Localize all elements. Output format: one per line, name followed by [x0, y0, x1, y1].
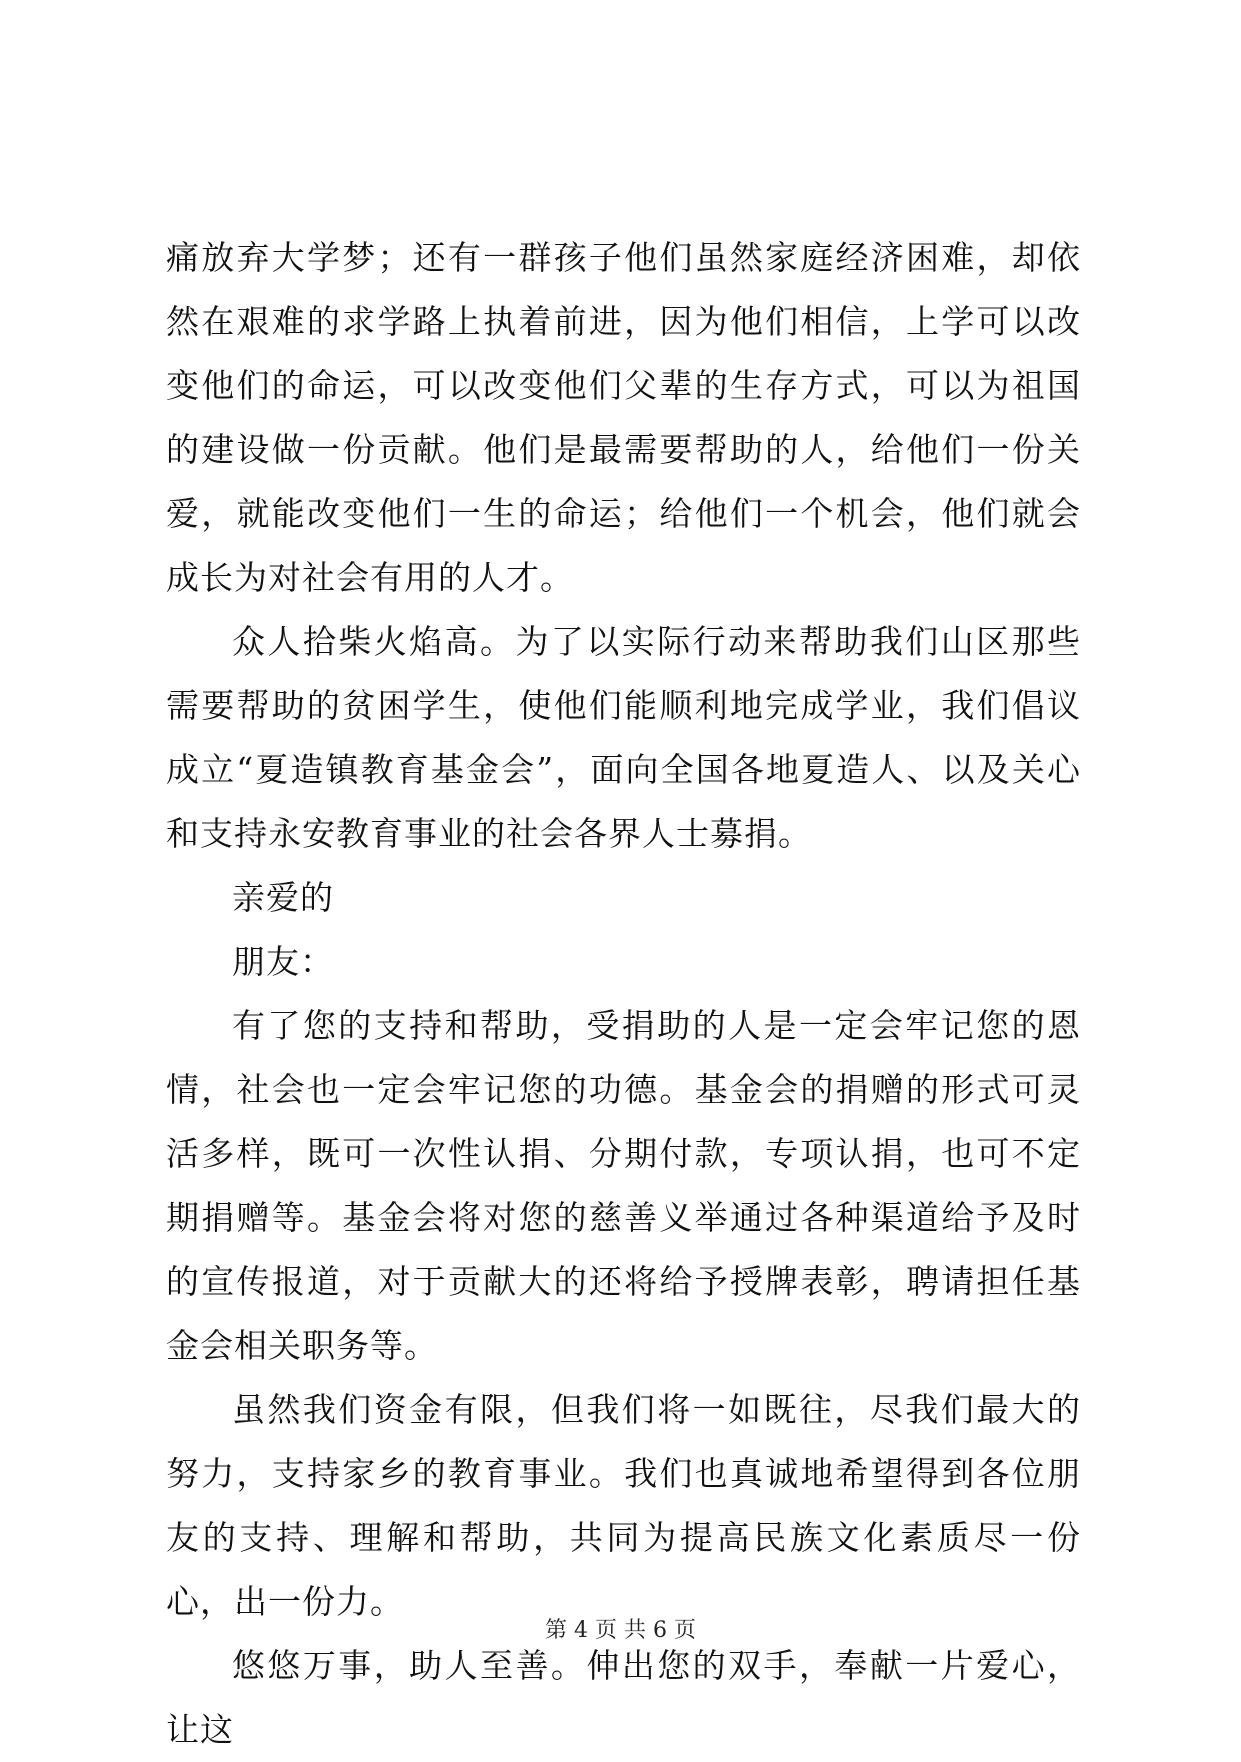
- paragraph-commitment: 虽然我们资金有限，但我们将一如既往，尽我们最大的努力，支持家乡的教育事业。我们也真诚地希望得到各位朋友的支持、理解和帮助，共同为提高民族文化素质尽一份心，出一份力。: [166, 1390, 1081, 1621]
- page-number-footer: 第 4 页 共 6 页: [545, 1618, 696, 1643]
- paragraph-initiative: 众人拾柴火焰高。为了以实际行动来帮助我们山区那些需要帮助的贫困学生，使他们能顺利地完成学业，我们倡议成立“夏造镇教育基金会”，面向全国各地夏造人、以及关心和支持永安教育事业的社会各界人士募捐。: [166, 622, 1081, 853]
- document-body: [166, 226, 1081, 1762]
- salutation-line-2: 朋友：: [232, 942, 334, 981]
- paragraph-closing: 悠悠万事，助人至善。伸出您的双手，奉献一片爱心，让这: [166, 1646, 1081, 1749]
- paragraph-continuation: 痛放弃大学梦；还有一群孩子他们虽然家庭经济困难，却依然在艰难的求学路上执着前进，因为他们相信，上学可以改变他们的命运，可以改变他们父辈的生存方式，可以为祖国的建设做一份贡献。他们是最需要帮助的人，给他们一份关爱，就能改变他们一生的命运；给他们一个机会，他们就会成长为对社会有用的人才。: [166, 238, 1081, 597]
- salutation-line-1: 亲爱的: [232, 878, 334, 917]
- paragraph-support: 有了您的支持和帮助，受捐助的人是一定会牢记您的恩情，社会也一定会牢记您的功德。基金会的捐赠的形式可灵活多样，既可一次性认捐、分期付款，专项认捐，也可不定期捐赠等。基金会将对您的慈善义举通过各种渠道给予及时的宣传报道，对于贡献大的还将给予授牌表彰，聘请担任基金会相关职务等。: [166, 1006, 1081, 1365]
